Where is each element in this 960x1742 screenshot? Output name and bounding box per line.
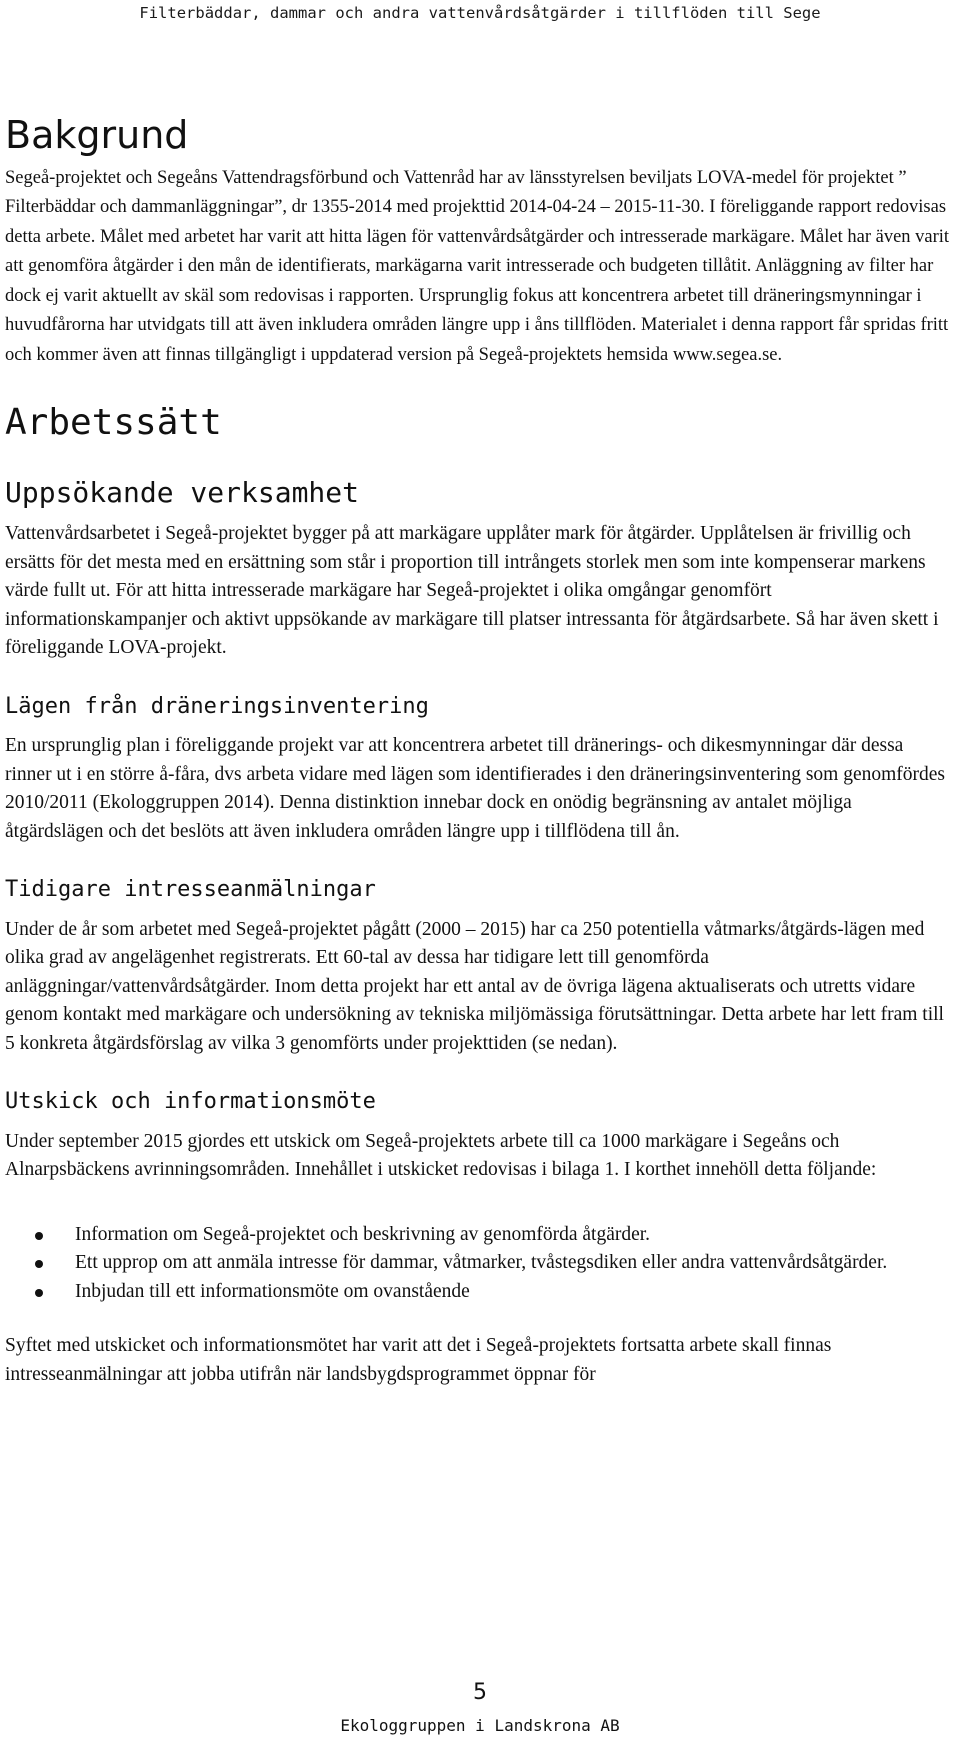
heading-uppsokande-verksamhet: Uppsökande verksamhet	[5, 476, 360, 509]
heading-lagen-draneringsinventering: Lägen från dräneringsinventering	[5, 693, 429, 719]
bullet-icon	[35, 1289, 43, 1297]
paragraph-lagen-draneringsinventering: En ursprunglig plan i föreliggande projekt var att koncentrera arbetet till dränerings- och dikesmynningar där dessa rinner ut i en större å-fåra, dvs arbeta vidare med lägen som identifierades i den dräneringsinventering som genomfördes 2010/2011 (Ekologgruppen 2014). Denna distinktion innebar dock en onödig begränsning av antalet möjliga åtgärdslägen och det beslöts att även inkludera områden längre upp i tillflödena till ån.	[5, 735, 945, 842]
heading-arbetssatt: Arbetssätt	[5, 402, 222, 443]
paragraph-bakgrund: Segeå-projektet och Segeåns Vattendragsförbund och Vattenråd har av länsstyrelsen beviljats LOVA-medel för projektet ” Filterbäddar och dammanläggningar”, dr 1355-2014 med projekttid 2014-04-24 – 2015-11-30. I föreliggande rapport redovisas detta arbete. Målet med arbetet har varit att hitta lägen för vattenvårdsåtgärder och intresserade markägare. Målet har även varit att genomföra åtgärder i den mån de identifierats, markägarna varit intresserade och budgeten tillåtit. Anläggning av filter har dock ej varit aktuellt av skäl som redovisas i rapporten. Ursprunglig fokus att koncentrera arbetet till dräneringsmynningar i huvudfårorna har utvidgats till att även inkludera områden längre upp i åns tillflöden. Materialet i denna rapport får spridas fritt och kommer även att finnas tillgängligt i uppdaterad version på Segeå-projektets hemsida www.segea.se.	[5, 167, 950, 365]
heading-tidigare-intresseanmalningar: Tidigare intresseanmälningar	[5, 877, 376, 902]
page-content	[5, 112, 953, 1389]
footer-organisation: Ekologgruppen i Landskrona AB	[340, 1716, 620, 1735]
paragraph-utskick-informationsmote: Under september 2015 gjordes ett utskick om Segeå-projektets arbete till ca 1000 markägare i Segeåns och Alnarpsbäckens avrinningsområden. Innehållet i utskicket redovisas i bilaga 1. I korthet innehöll detta följande:	[5, 1130, 877, 1180]
paragraph-tidigare-intresseanmalningar: Under de år som arbetet med Segeå-projektet pågått (2000 – 2015) har ca 250 potentiella våtmarks/åtgärds-lägen med olika grad av angelägenhet registrerats. Ett 60-tal av dessa har tidigare lett till genomförda anläggningar/vattenvårdsåtgärder. Inom detta projekt har ett antal av de övriga lägena aktualiserats och utretts vidare genom kontakt med markägare och undersökning av tekniska miljömässiga förutsättningar. Detta arbete har lett fram till 5 konkreta åtgärdsförslag av vilka 3 genomförts under projekttiden (se nedan).	[5, 918, 944, 1054]
paragraph-syftet: Syftet med utskicket och informationsmötet har varit att det i Segeå-projektets fortsatta arbete skall finnas intresseanmälningar att jobba utifrån när landsbygdsprogrammet öppnar för	[5, 1335, 832, 1385]
list-item-text: Ett upprop om att anmäla intresse för dammar, våtmarker, tvåstegsdiken eller andra vattenvårdsåtgärder.	[75, 1252, 888, 1273]
bullet-icon	[35, 1232, 43, 1240]
page-number: 5	[473, 1680, 487, 1705]
paragraph-uppsokande-verksamhet: Vattenvårdsarbetet i Segeå-projektet bygger på att markägare upplåter mark för åtgärder. Upplåtelsen är frivillig och ersätts för det mesta med en ersättning som står i proportion till intrångets storlek men som inte kompenserar markens värde fullt ut. För att hitta intresserade markägare har Segeå-projektet i olika omgångar genomfört informationskampanjer och aktivt uppsökande av markägare till platser intressanta för åtgärdsarbete. Så har även skett i föreliggande LOVA-projekt.	[5, 523, 939, 658]
heading-utskick-informationsmote: Utskick och informationsmöte	[5, 1089, 376, 1114]
heading-bakgrund: Bakgrund	[5, 113, 189, 157]
list-item	[5, 1221, 953, 1250]
running-header: Filterbäddar, dammar och andra vattenvårdsåtgärder i tillflöden till Sege	[139, 4, 821, 22]
bullet-icon	[35, 1260, 43, 1268]
list-item	[5, 1278, 953, 1307]
bullet-list	[5, 1221, 953, 1307]
list-item	[5, 1249, 953, 1278]
list-item-text: Information om Segeå-projektet och beskrivning av genomförda åtgärder.	[75, 1223, 651, 1245]
list-item-text: Inbjudan till ett informationsmöte om ovanstående	[75, 1280, 470, 1302]
